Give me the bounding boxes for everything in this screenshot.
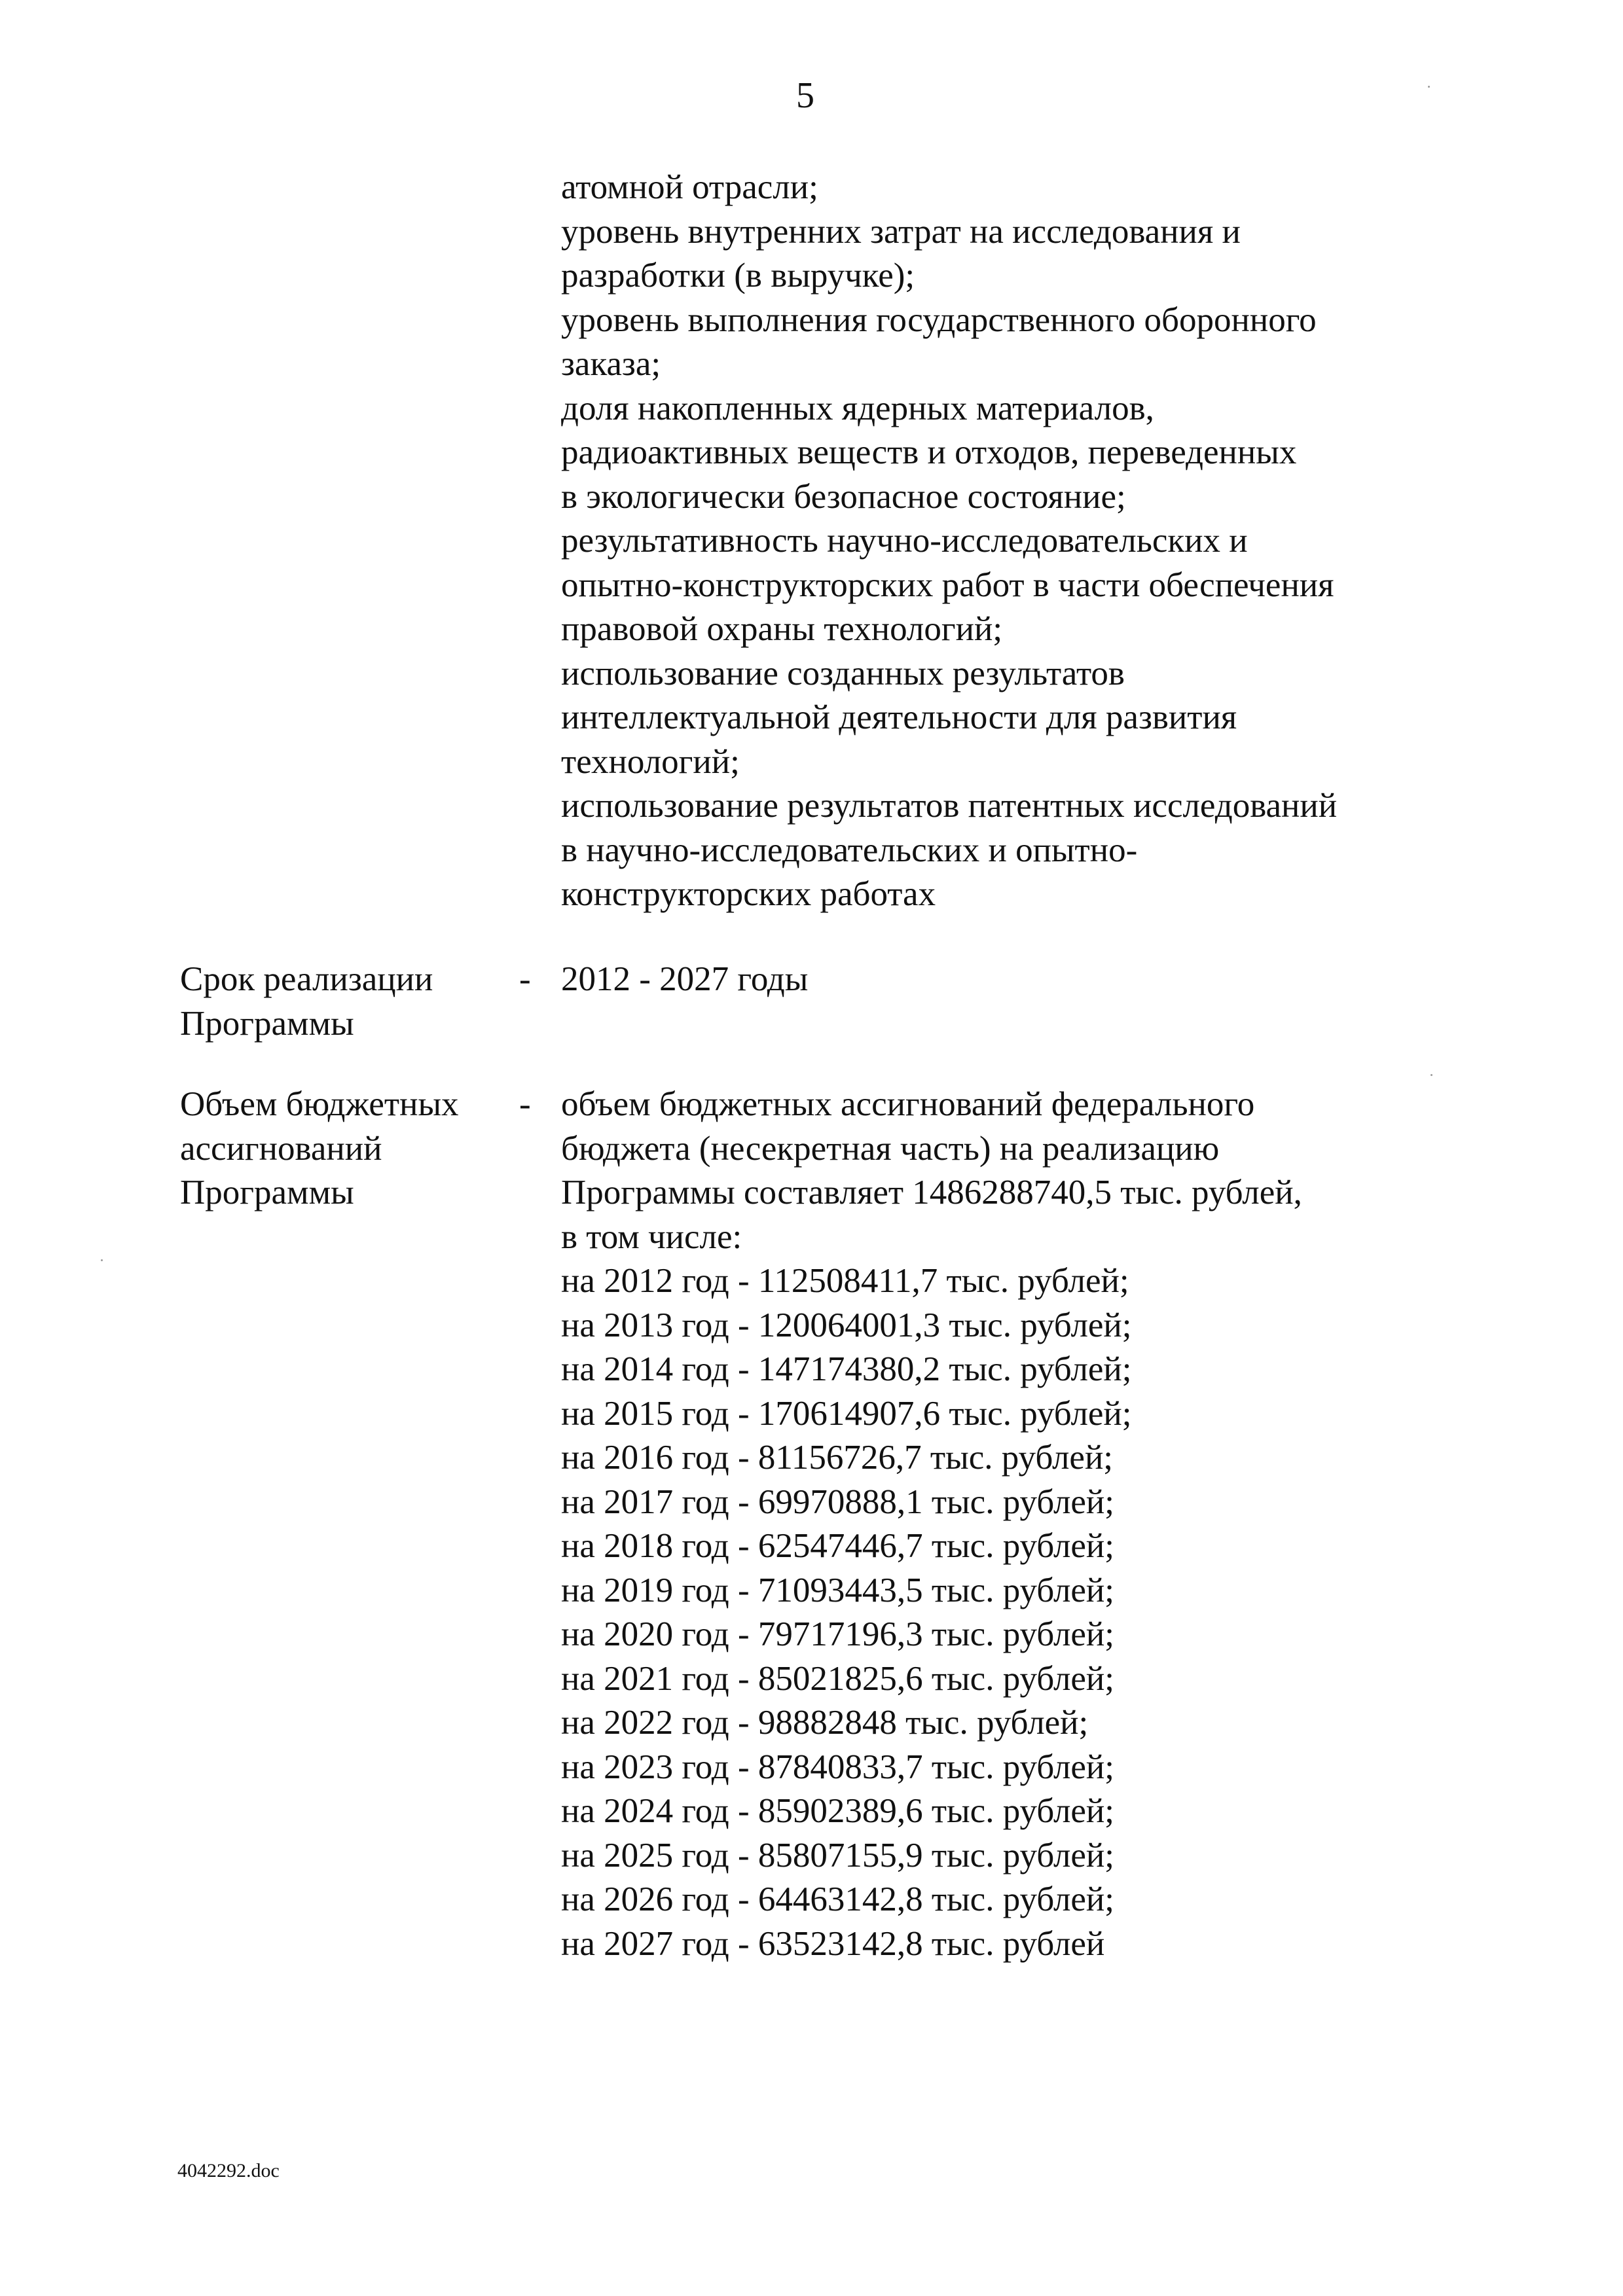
scan-speck — [1428, 86, 1430, 88]
budget-intro-line: бюджета (несекретная часть) на реализацию — [561, 1129, 1220, 1168]
indicator-line: заказа; — [561, 345, 661, 383]
budget-year-line: на 2023 год - 87840833,7 тыс. рублей; — [561, 1748, 1114, 1786]
budget-year-line: на 2014 год - 147174380,2 тыс. рублей; — [561, 1350, 1132, 1388]
budget-year-line: на 2017 год - 69970888,1 тыс. рублей; — [561, 1482, 1114, 1521]
term-dash: - — [519, 960, 531, 998]
indicator-line: уровень внутренних затрат на исследования и — [561, 212, 1241, 251]
budget-year-line: на 2013 год - 120064001,3 тыс. рублей; — [561, 1306, 1132, 1344]
indicator-line: радиоактивных веществ и отходов, переведенных — [561, 433, 1297, 471]
budget-dash: - — [519, 1085, 531, 1123]
indicator-line: использование созданных результатов — [561, 654, 1125, 692]
budget-value — [561, 1083, 1302, 1966]
indicator-line: опытно-конструкторских работ в части обеспечения — [561, 565, 1334, 604]
scan-speck — [101, 1259, 103, 1261]
budget-intro-line: Программы составляет 1486288740,5 тыс. рублей, — [561, 1174, 1302, 1211]
budget-label-line: Программы — [180, 1174, 354, 1211]
indicators-list — [561, 166, 1337, 917]
indicator-line: доля накопленных ядерных материалов, — [561, 389, 1154, 427]
budget-year-line: на 2022 год - 98882848 тыс. рублей; — [561, 1704, 1089, 1742]
indicator-line: атомной отрасли; — [561, 168, 818, 206]
indicator-line: в экологически безопасное состояние; — [561, 477, 1126, 516]
scan-speck — [1431, 1074, 1432, 1076]
budget-year-line: на 2018 год - 62547446,7 тыс. рублей; — [561, 1527, 1114, 1565]
budget-year-line: на 2020 год - 79717196,3 тыс. рублей; — [561, 1615, 1114, 1653]
budget-year-line: на 2016 год - 81156726,7 тыс. рублей; — [561, 1439, 1114, 1477]
indicator-line: технологий; — [561, 742, 740, 781]
indicator-line: разработки (в выручке); — [561, 257, 915, 295]
budget-year-line: на 2026 год - 64463142,8 тыс. рублей; — [561, 1880, 1114, 1918]
indicator-line: использование результатов патентных исследований — [561, 787, 1338, 825]
budget-year-line: на 2019 год - 71093443,5 тыс. рублей; — [561, 1571, 1114, 1609]
indicator-line: результативность научно-исследовательских и — [561, 522, 1248, 560]
budget-year-line: на 2012 год - 112508411,7 тыс. рублей; — [561, 1262, 1129, 1300]
budget-label — [180, 1083, 459, 1215]
budget-label-line: Объем бюджетных — [180, 1085, 459, 1123]
budget-label-line: ассигнований — [180, 1129, 382, 1168]
indicator-line: уровень выполнения государственного оборонного — [561, 300, 1317, 339]
budget-intro-line: в том числе: — [561, 1217, 742, 1256]
footer-doc-name: 4042292.doc — [177, 2160, 280, 2181]
page-number: 5 — [796, 75, 814, 116]
term-label-line: Срок реализации — [180, 960, 433, 998]
budget-year-line: на 2027 год - 63523142,8 тыс. рублей — [561, 1924, 1105, 1963]
term-value: 2012 - 2027 годы — [561, 960, 809, 998]
budget-year-line: на 2025 год - 85807155,9 тыс. рублей; — [561, 1836, 1114, 1874]
indicator-line: правовой охраны технологий; — [561, 610, 1003, 648]
indicator-line: в научно-исследовательских и опытно- — [561, 831, 1138, 869]
indicator-line: конструкторских работах — [561, 875, 936, 913]
budget-year-line: на 2021 год - 85021825,6 тыс. рублей; — [561, 1659, 1114, 1698]
term-label-line: Программы — [180, 1004, 354, 1043]
budget-intro-line: объем бюджетных ассигнований федерального — [561, 1085, 1255, 1123]
indicator-line: интеллектуальной деятельности для развития — [561, 698, 1237, 736]
term-label — [180, 958, 433, 1046]
budget-year-line: на 2024 год - 85902389,6 тыс. рублей; — [561, 1792, 1114, 1830]
budget-year-line: на 2015 год - 170614907,6 тыс. рублей; — [561, 1394, 1132, 1433]
